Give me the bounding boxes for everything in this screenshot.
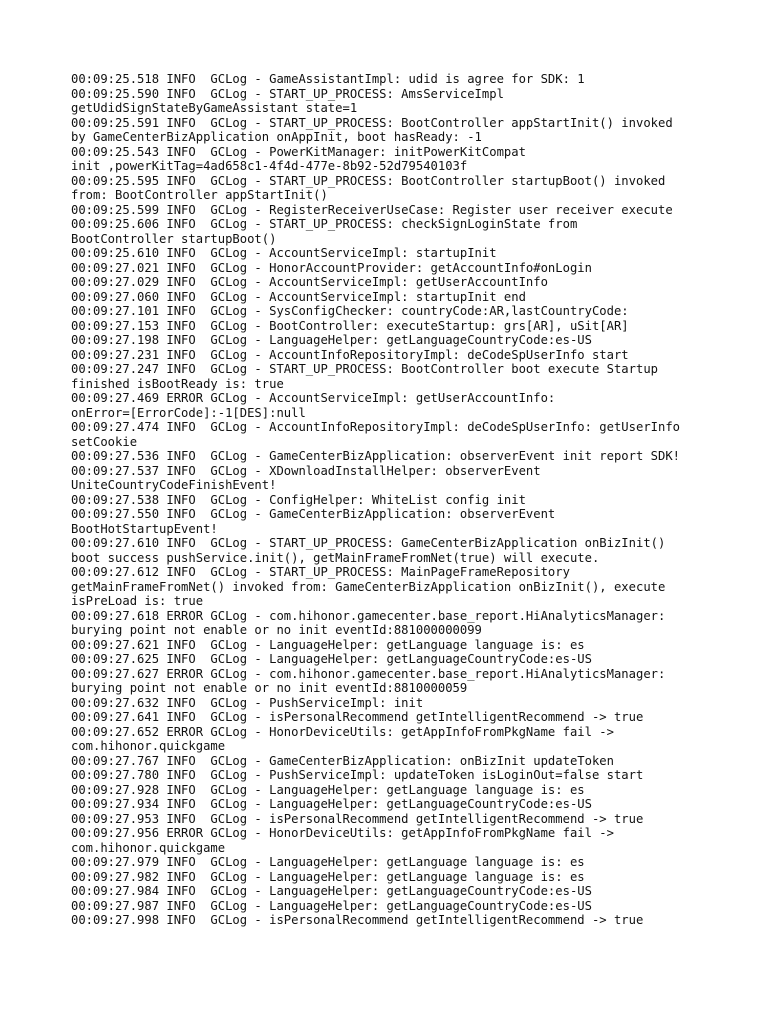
- log-line: 00:09:27.612 INFO GCLog - START_UP_PROCESS: MainPageFrameRepository: [71, 565, 570, 579]
- log-line: 00:09:25.595 INFO GCLog - START_UP_PROCESS: BootController startupBoot() invoked: [71, 173, 666, 188]
- log-line: 00:09:25.610 INFO GCLog - AccountServiceImpl: startupInit: [71, 246, 497, 260]
- log-line: 00:09:25.591 INFO GCLog - START_UP_PROCESS: BootController appStartInit() invoked: [71, 115, 673, 130]
- log-line: setCookie: [71, 434, 138, 449]
- log-line: 00:09:27.247 INFO GCLog - START_UP_PROCESS: BootController boot execute Startup: [71, 362, 658, 376]
- log-line: 00:09:27.469 ERROR GCLog - AccountServiceImpl: getUserAccountInfo:: [71, 391, 556, 405]
- log-line: BootHotStartupEvent!: [71, 521, 218, 536]
- log-line: com.hihonor.quickgame: [71, 840, 226, 855]
- log-line: 00:09:27.621 INFO GCLog - LanguageHelper: getLanguage language is: es: [71, 637, 585, 652]
- log-line: 00:09:27.021 INFO GCLog - HonorAccountProvider: getAccountInfo#onLogin: [71, 260, 592, 275]
- log-line: 00:09:27.928 INFO GCLog - LanguageHelper: getLanguage language is: es: [71, 782, 585, 797]
- log-line: 00:09:27.101 INFO GCLog - SysConfigChecker: countryCode:AR,lastCountryCode:: [71, 304, 629, 318]
- log-line: 00:09:27.632 INFO GCLog - PushServiceImpl: init: [71, 695, 424, 710]
- log-line: 00:09:27.060 INFO GCLog - AccountServiceImpl: startupInit end: [71, 289, 526, 304]
- log-line: burying point not enable or no init eventId:8810000059: [71, 681, 468, 695]
- log-line: 00:09:27.979 INFO GCLog - LanguageHelper: getLanguage language is: es: [71, 855, 585, 869]
- log-line: 00:09:27.652 ERROR GCLog - HonorDeviceUtils: getAppInfoFromPkgName fail ->: [71, 724, 614, 739]
- log-line: getUdidSignStateByGameAssistant state=1: [71, 101, 358, 115]
- log-line: com.hihonor.quickgame: [71, 739, 226, 753]
- log-line: init ,powerKitTag=4ad658c1-4f4d-477e-8b92-52d79540103f: [71, 159, 468, 173]
- log-line: from: BootController appStartInit(): [71, 188, 328, 202]
- log-line: burying point not enable or no init eventId:881000000099: [71, 623, 482, 637]
- log-line: BootController startupBoot(): [71, 231, 277, 246]
- log-line: 00:09:27.956 ERROR GCLog - HonorDeviceUtils: getAppInfoFromPkgName fail ->: [71, 826, 614, 840]
- log-line: 00:09:27.767 INFO GCLog - GameCenterBizApplication: onBizInit updateToken: [71, 753, 614, 768]
- log-line: 00:09:25.606 INFO GCLog - START_UP_PROCESS: checkSignLoginState from: [71, 217, 578, 231]
- log-line: 00:09:27.625 INFO GCLog - LanguageHelper: getLanguageCountryCode:es-US: [71, 652, 592, 666]
- log-line: 00:09:27.618 ERROR GCLog - com.hihonor.gamecenter.base_report.HiAnalyticsManager:: [71, 608, 666, 623]
- log-line: 00:09:27.153 INFO GCLog - BootController: executeStartup: grs[AR], uSit[AR]: [71, 318, 629, 333]
- log-line: 00:09:27.641 INFO GCLog - isPersonalRecommend getIntelligentRecommend -> true: [71, 710, 644, 724]
- log-line: 00:09:25.590 INFO GCLog - START_UP_PROCESS: AmsServiceImpl: [71, 86, 504, 101]
- log-line: getMainFrameFromNet() invoked from: GameCenterBizApplication onBizInit(), execute: [71, 579, 666, 594]
- log-line: finished isBootReady is: true: [71, 376, 284, 391]
- log-line: boot success pushService.init(), getMainFrameFromNet(true) will execute.: [71, 550, 600, 565]
- log-line: 00:09:27.474 INFO GCLog - AccountInfoRepositoryImpl: deCodeSpUserInfo: getUserInfo: [71, 420, 681, 434]
- log-line: 00:09:27.537 INFO GCLog - XDownloadInstallHelper: observerEvent: [71, 463, 541, 478]
- log-line: 00:09:27.550 INFO GCLog - GameCenterBizApplication: observerEvent: [71, 507, 556, 521]
- log-line: 00:09:25.518 INFO GCLog - GameAssistantImpl: udid is agree for SDK: 1: [71, 72, 585, 86]
- log-line: 00:09:27.780 INFO GCLog - PushServiceImpl: updateToken isLoginOut=false start: [71, 768, 644, 782]
- log-line: 00:09:27.029 INFO GCLog - AccountServiceImpl: getUserAccountInfo: [71, 275, 548, 289]
- log-line: 00:09:27.610 INFO GCLog - START_UP_PROCESS: GameCenterBizApplication onBizInit(): [71, 536, 666, 550]
- log-line: by GameCenterBizApplication onAppInit, boot hasReady: -1: [71, 130, 482, 144]
- log-line: isPreLoad is: true: [71, 594, 204, 608]
- log-line: 00:09:27.627 ERROR GCLog - com.hihonor.gamecenter.base_report.HiAnalyticsManager:: [71, 666, 666, 681]
- log-line: 00:09:25.543 INFO GCLog - PowerKitManager: initPowerKitCompat: [71, 144, 526, 159]
- log-line: 00:09:27.953 INFO GCLog - isPersonalRecommend getIntelligentRecommend -> true: [71, 811, 644, 826]
- log-line: 00:09:27.231 INFO GCLog - AccountInfoRepositoryImpl: deCodeSpUserInfo start: [71, 347, 629, 362]
- log-line: 00:09:27.987 INFO GCLog - LanguageHelper: getLanguageCountryCode:es-US: [71, 898, 592, 913]
- log-line: 00:09:27.984 INFO GCLog - LanguageHelper: getLanguageCountryCode:es-US: [71, 884, 592, 898]
- log-line: 00:09:25.599 INFO GCLog - RegisterReceiverUseCase: Register user receiver execute: [71, 202, 673, 217]
- log-line: 00:09:27.998 INFO GCLog - isPersonalRecommend getIntelligentRecommend -> true: [71, 913, 644, 927]
- log-line: 00:09:27.934 INFO GCLog - LanguageHelper: getLanguageCountryCode:es-US: [71, 797, 592, 811]
- log-line: 00:09:27.538 INFO GCLog - ConfigHelper: WhiteList config init: [71, 492, 526, 507]
- log-line: UniteCountryCodeFinishEvent!: [71, 478, 277, 492]
- log-line: onError=[ErrorCode]:-1[DES]:null: [71, 405, 306, 420]
- log-document: [71, 72, 711, 928]
- log-line: 00:09:27.982 INFO GCLog - LanguageHelper: getLanguage language is: es: [71, 869, 585, 884]
- log-line: 00:09:27.198 INFO GCLog - LanguageHelper: getLanguageCountryCode:es-US: [71, 333, 592, 347]
- log-line: 00:09:27.536 INFO GCLog - GameCenterBizApplication: observerEvent init report SDK!: [71, 449, 681, 463]
